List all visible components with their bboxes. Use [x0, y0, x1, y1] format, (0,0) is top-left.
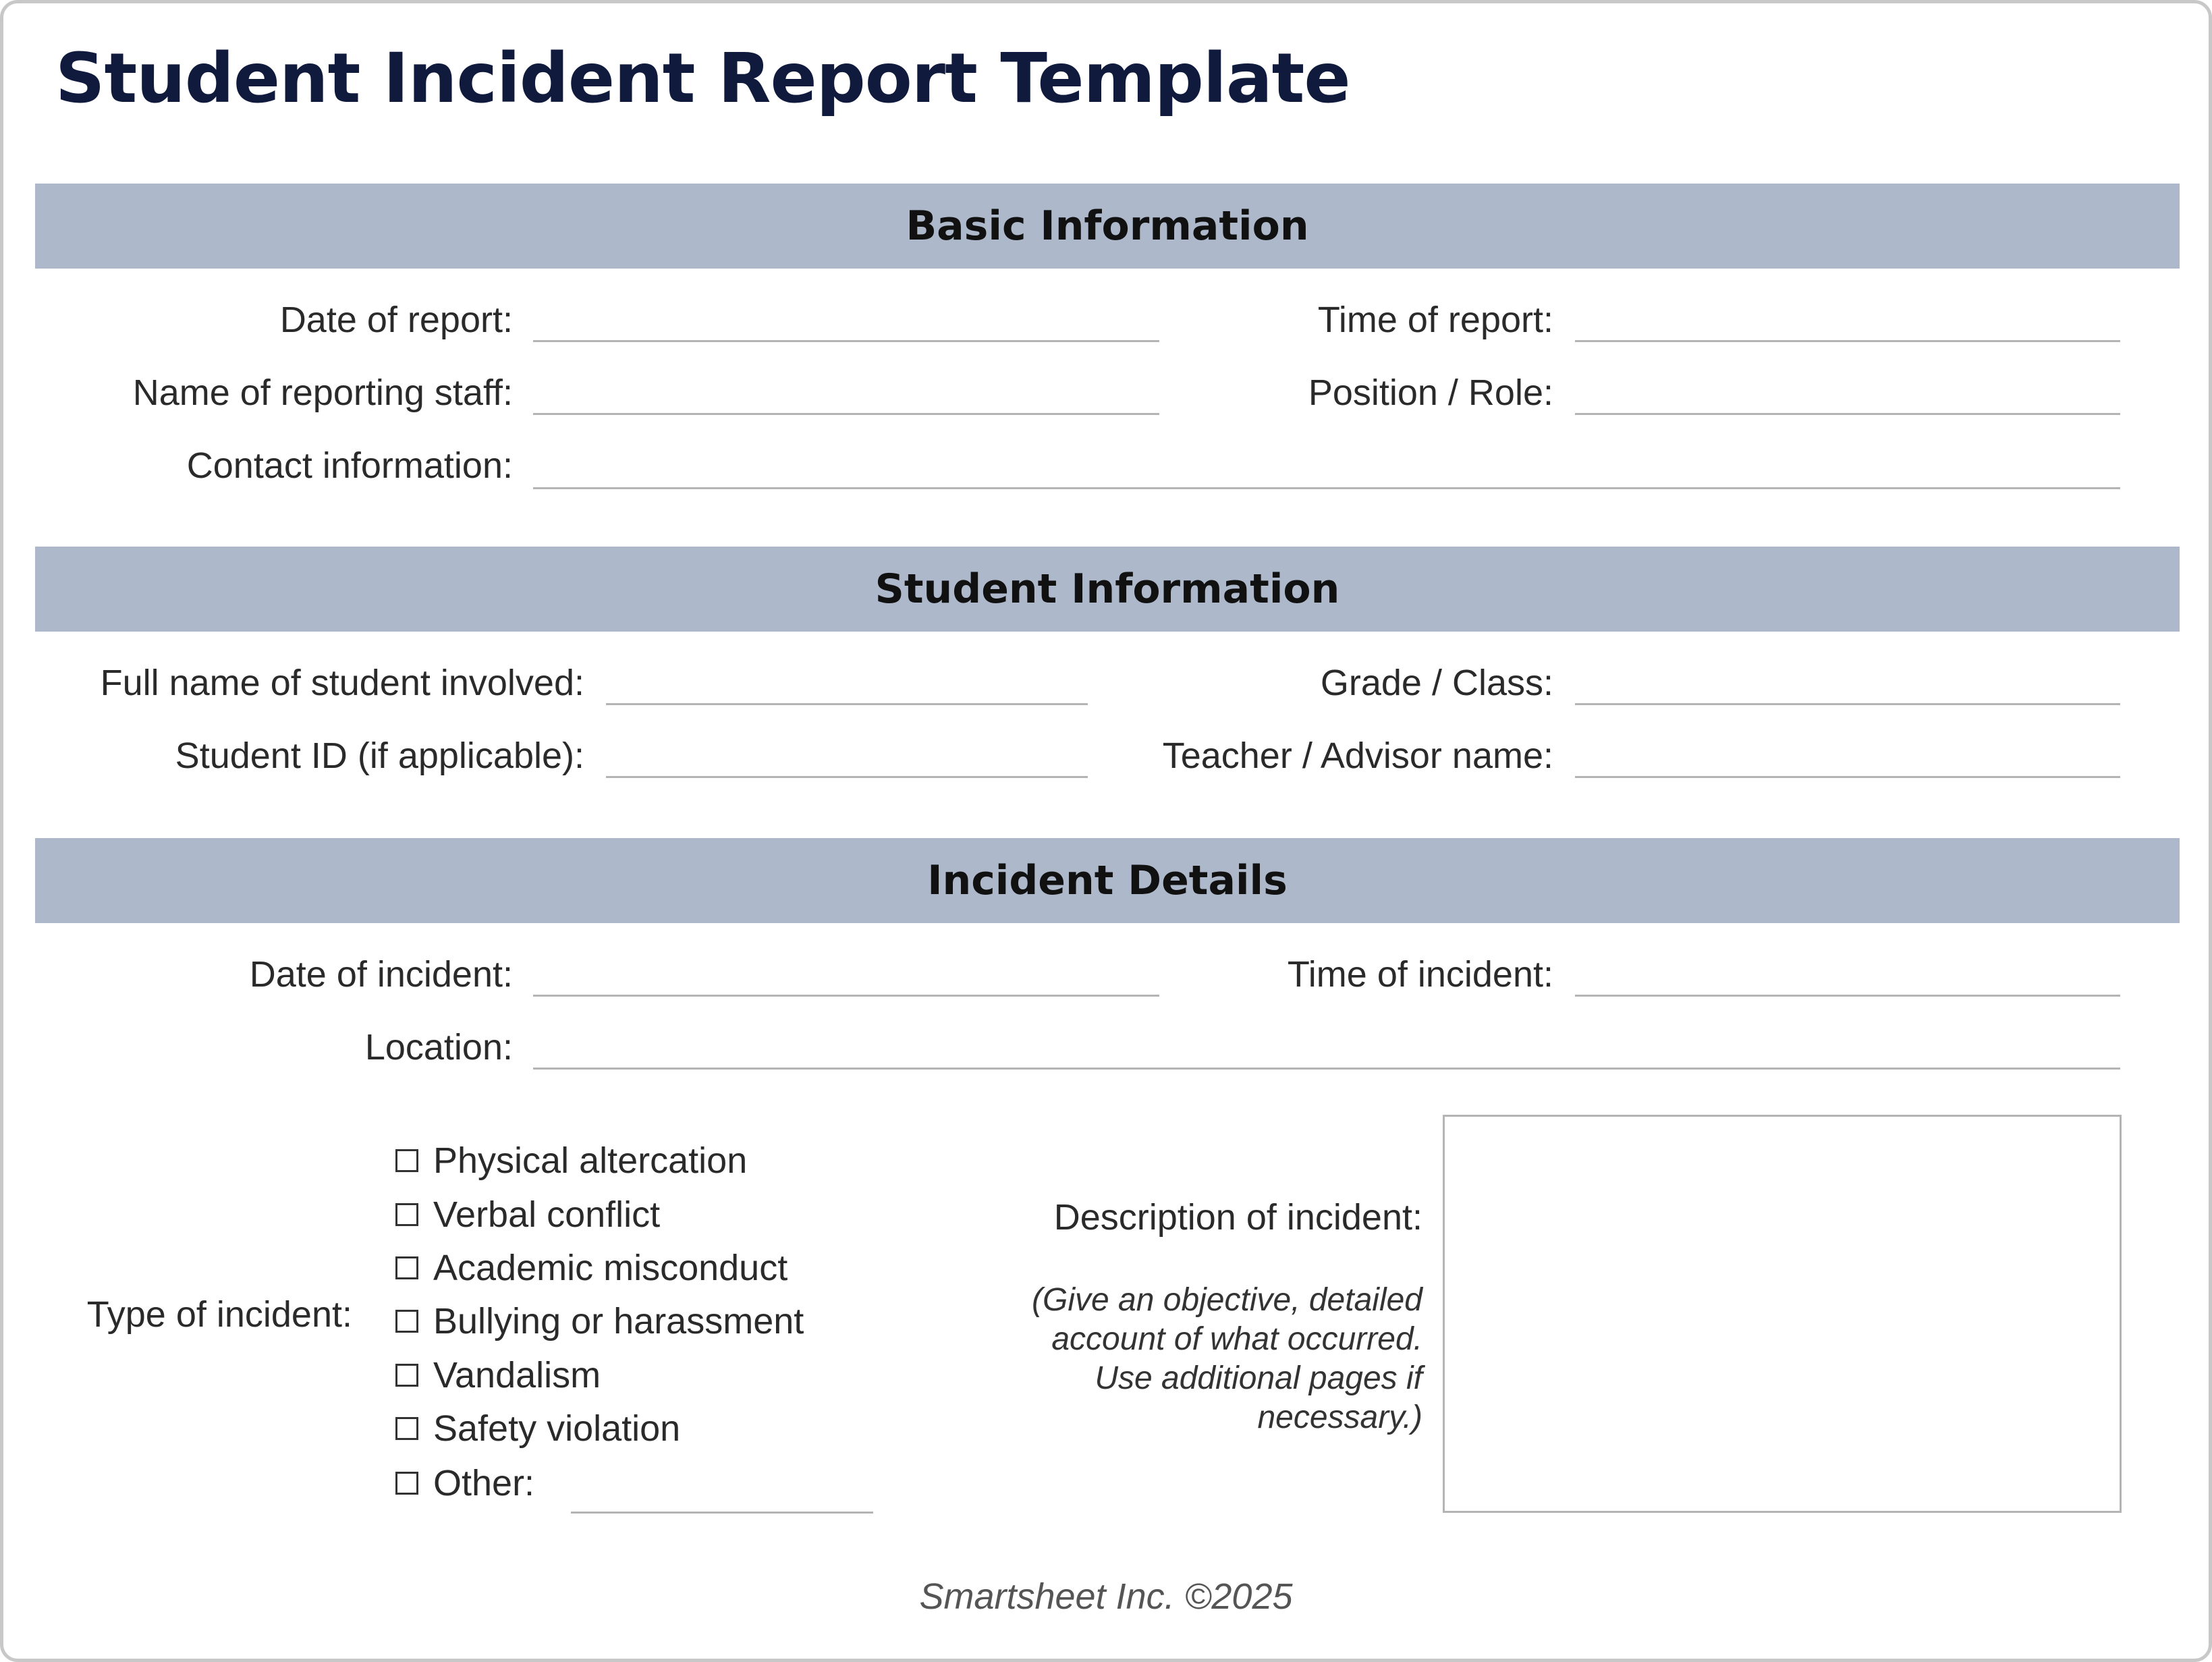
full-name-label: Full name of student involved: [100, 663, 584, 703]
teacher-advisor-field[interactable] [1575, 776, 2120, 778]
incident-type-label: Vandalism [433, 1355, 601, 1395]
incident-type-option[interactable] [395, 1142, 747, 1179]
other-type-field[interactable] [571, 1512, 873, 1514]
incident-type-option-other[interactable] [395, 1465, 534, 1501]
contact-info-field[interactable] [533, 487, 2120, 489]
footer-copyright: Smartsheet Inc. ©2025 [919, 1576, 1293, 1617]
date-of-report-field[interactable] [533, 340, 1159, 342]
time-of-incident-label: Time of incident: [1287, 954, 1553, 995]
position-role-label: Position / Role: [1308, 372, 1553, 413]
incident-type-option[interactable] [395, 1357, 601, 1393]
checkbox-icon[interactable] [395, 1472, 418, 1495]
teacher-advisor-label: Teacher / Advisor name: [1162, 736, 1553, 776]
full-name-field[interactable] [606, 703, 1088, 705]
grade-class-field[interactable] [1575, 703, 2120, 705]
description-textarea[interactable] [1443, 1115, 2122, 1513]
incident-type-option[interactable] [395, 1250, 787, 1286]
date-of-report-label: Date of report: [279, 300, 513, 340]
contact-info-label: Contact information: [186, 445, 513, 486]
section-header-incident-details: Incident Details [35, 838, 2180, 923]
description-hint: (Give an objective, detailed account of what occurred. Use additional pages if necessary.) [1032, 1282, 1422, 1435]
checkbox-icon[interactable] [395, 1364, 418, 1387]
description-label: Description of incident: [1053, 1197, 1422, 1238]
section-header-student-information: Student Information [35, 547, 2180, 632]
date-of-incident-label: Date of incident: [249, 954, 513, 995]
incident-type-label: Academic misconduct [433, 1248, 788, 1288]
incident-type-option[interactable] [395, 1303, 804, 1339]
section-header-basic-information: Basic Information [35, 184, 2180, 269]
grade-class-label: Grade / Class: [1320, 663, 1553, 703]
checkbox-icon[interactable] [395, 1417, 418, 1440]
reporting-staff-label: Name of reporting staff: [132, 372, 513, 413]
checkbox-icon[interactable] [395, 1203, 418, 1226]
incident-type-label: Bullying or harassment [433, 1301, 804, 1341]
student-id-field[interactable] [606, 776, 1088, 778]
date-of-incident-field[interactable] [533, 995, 1159, 997]
position-role-field[interactable] [1575, 413, 2120, 415]
checkbox-icon[interactable] [395, 1149, 418, 1172]
time-of-report-label: Time of report: [1317, 300, 1553, 340]
checkbox-icon[interactable] [395, 1310, 418, 1333]
reporting-staff-field[interactable] [533, 413, 1159, 415]
time-of-report-field[interactable] [1575, 340, 2120, 342]
type-of-incident-label: Type of incident: [86, 1294, 352, 1335]
incident-type-option[interactable] [395, 1410, 680, 1447]
incident-type-label: Other: [433, 1463, 535, 1503]
location-label: Location: [364, 1027, 513, 1068]
location-field[interactable] [533, 1068, 2120, 1070]
time-of-incident-field[interactable] [1575, 995, 2120, 997]
incident-type-label: Verbal conflict [433, 1194, 661, 1235]
student-id-label: Student ID (if applicable): [175, 736, 584, 776]
incident-type-option[interactable] [395, 1196, 660, 1233]
incident-type-label: Safety violation [433, 1408, 681, 1449]
page-title: Student Incident Report Template [55, 38, 1350, 119]
checkbox-icon[interactable] [395, 1256, 418, 1279]
incident-type-label: Physical altercation [433, 1140, 748, 1181]
